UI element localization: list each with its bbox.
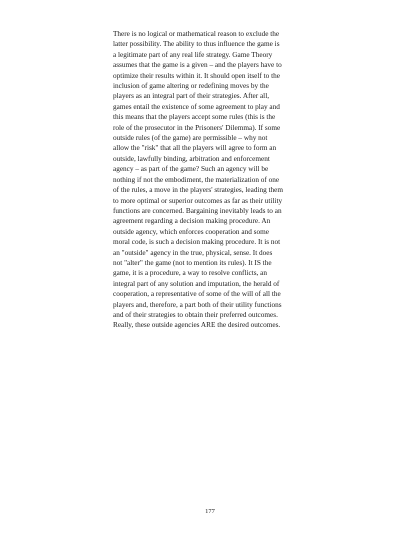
paragraph-line: There is no logical or mathematical reason to exclude the — [113, 30, 280, 38]
paragraph-line: inclusion of game altering or redefining moves by the — [113, 82, 269, 91]
paragraph-line: Really, these outside agencies ARE the desired outcomes. — [113, 321, 281, 330]
paragraph-line: agency – as part of the game? Such an agency will be — [113, 165, 269, 174]
paragraph-line: an "outside" agency in the true, physical, sense. It does — [113, 248, 273, 257]
paragraph-line: role of the prosecutor in the Prisoners' Dilemma). If some — [113, 123, 281, 132]
paragraph-line: a legitimate part of any real life strategy. Game Theory — [113, 50, 273, 59]
paragraph-line: players and, therefore, a part both of their utility functions — [113, 300, 282, 309]
paragraph-line: allow the "risk" that all the players will agree to form an — [113, 144, 277, 153]
paragraph-line: functions are concerned. Bargaining inevitably leads to an — [113, 206, 282, 215]
paragraph-line: assumes that the game is a given – and the players have to — [113, 61, 282, 70]
paragraph-line: latter possibility. The ability to thus influence the game is — [113, 40, 280, 49]
paragraph-line: outside agency, which enforces cooperation and some — [113, 227, 269, 236]
body-paragraph — [113, 29, 309, 331]
paragraph-line: outside, lawfully binding, arbitration and enforcement — [113, 154, 270, 163]
paragraph-line: to more optimal or superior outcomes as far as their utility — [113, 196, 283, 205]
paragraph-line: integral part of any solution and imputation, the herald of — [113, 279, 280, 288]
paragraph-line: of the rules, a move in the players' strategies, leading them — [113, 186, 284, 195]
paragraph-line: moral code, is such a decision making procedure. It is not — [113, 238, 281, 247]
paragraph-line: players as an integral part of their strategies. After all, — [113, 92, 270, 101]
paragraph-line: nothing if not the embodiment, the materialization of one — [113, 175, 280, 184]
paragraph-line: games entail the existence of some agreement to play and — [113, 102, 280, 111]
paragraph-line: outside rules (of the game) are permissible – why not — [113, 134, 268, 143]
paragraph-line: not "alter" the game (not to mention its rules). It IS the — [113, 258, 272, 267]
paragraph-line: cooperation, a representative of some of the will of all the — [113, 290, 281, 299]
page-number: 177 — [205, 508, 215, 515]
paragraph-line: optimize their results within it. It should open itself to the — [113, 71, 280, 80]
paragraph-line: agreement regarding a decision making procedure. An — [113, 217, 271, 226]
paragraph-line: and of their strategies to obtain their preferred outcomes. — [113, 310, 278, 319]
paragraph-line: this means that the players accept some rules (this is the — [113, 113, 276, 122]
paragraph-line: game, it is a procedure, a way to resolve conflicts, an — [113, 269, 268, 278]
